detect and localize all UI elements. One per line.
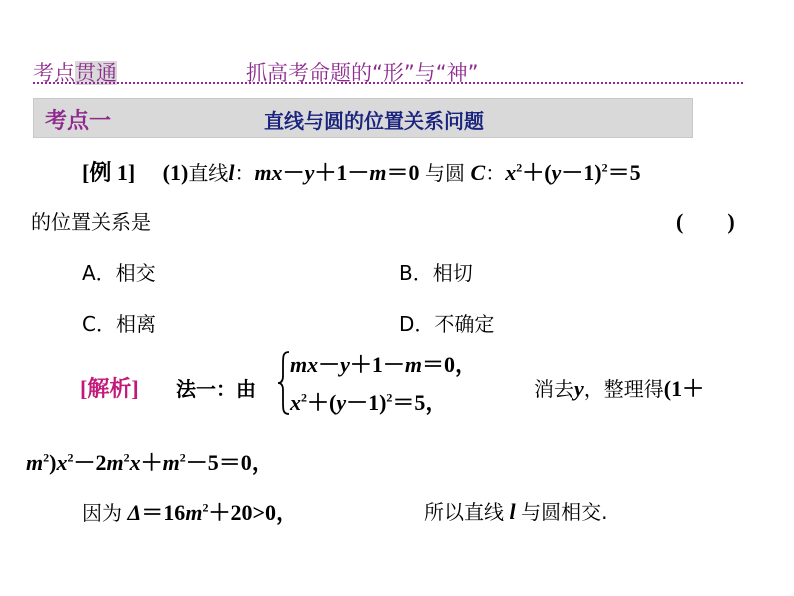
example-line1-pre: 直线 xyxy=(188,161,229,185)
conclusion-end: 与圆相交. xyxy=(521,500,608,524)
example-number: (1) xyxy=(162,160,189,185)
header-part1: 考点 xyxy=(33,61,75,85)
option-b: B．相切 xyxy=(399,261,473,285)
system-brace xyxy=(277,350,291,416)
conclusion-post: 所以直线 l 与圆相交. xyxy=(424,499,608,524)
option-c: C．相离 xyxy=(82,312,156,336)
option-a: A．相交 xyxy=(82,261,156,285)
eliminate-text: 消去 xyxy=(534,377,574,401)
example-line-2: 的位置关系是 xyxy=(31,210,151,234)
header-part2: 贯通 xyxy=(75,61,117,85)
solution-after-system: 消去y，整理得(1＋ xyxy=(534,376,705,401)
header-divider xyxy=(33,82,743,84)
conclusion-pre: 因为 xyxy=(82,501,122,525)
example-line-1: [例 1] (1)直线l：mx－y＋1－m＝0 与圆 C：$x^2+(y-1)^2=5$ xyxy=(82,160,641,185)
section-label: 考点一 xyxy=(45,109,112,134)
system-eq-2: $x^2+(y-1)^2=5$， xyxy=(290,390,448,415)
conclusion-line: 因为 $\Delta=16m^2+20>0$， xyxy=(82,500,298,525)
section-title: 直线与圆的位置关系问题 xyxy=(264,109,484,133)
solution-method: 法一：由 xyxy=(176,377,256,401)
solution-tag: [解析] xyxy=(80,376,139,401)
header-subtitle: 抓高考命题的“形”与“神” xyxy=(246,61,479,85)
equation-line: $m^2)x^2-2m^2x+m^2-5=0$， xyxy=(26,450,274,475)
example-tag: [例 1] xyxy=(82,160,136,185)
example-line1-mid: 与圆 xyxy=(425,161,465,185)
system-eq-1: mx－y＋1－m＝0， xyxy=(290,352,478,377)
conclusion-post-text: 所以直线 xyxy=(424,500,504,524)
simplify-text: ，整理得 xyxy=(583,377,664,401)
answer-blank: ( ) xyxy=(676,209,735,234)
option-d: D．不确定 xyxy=(399,312,495,336)
